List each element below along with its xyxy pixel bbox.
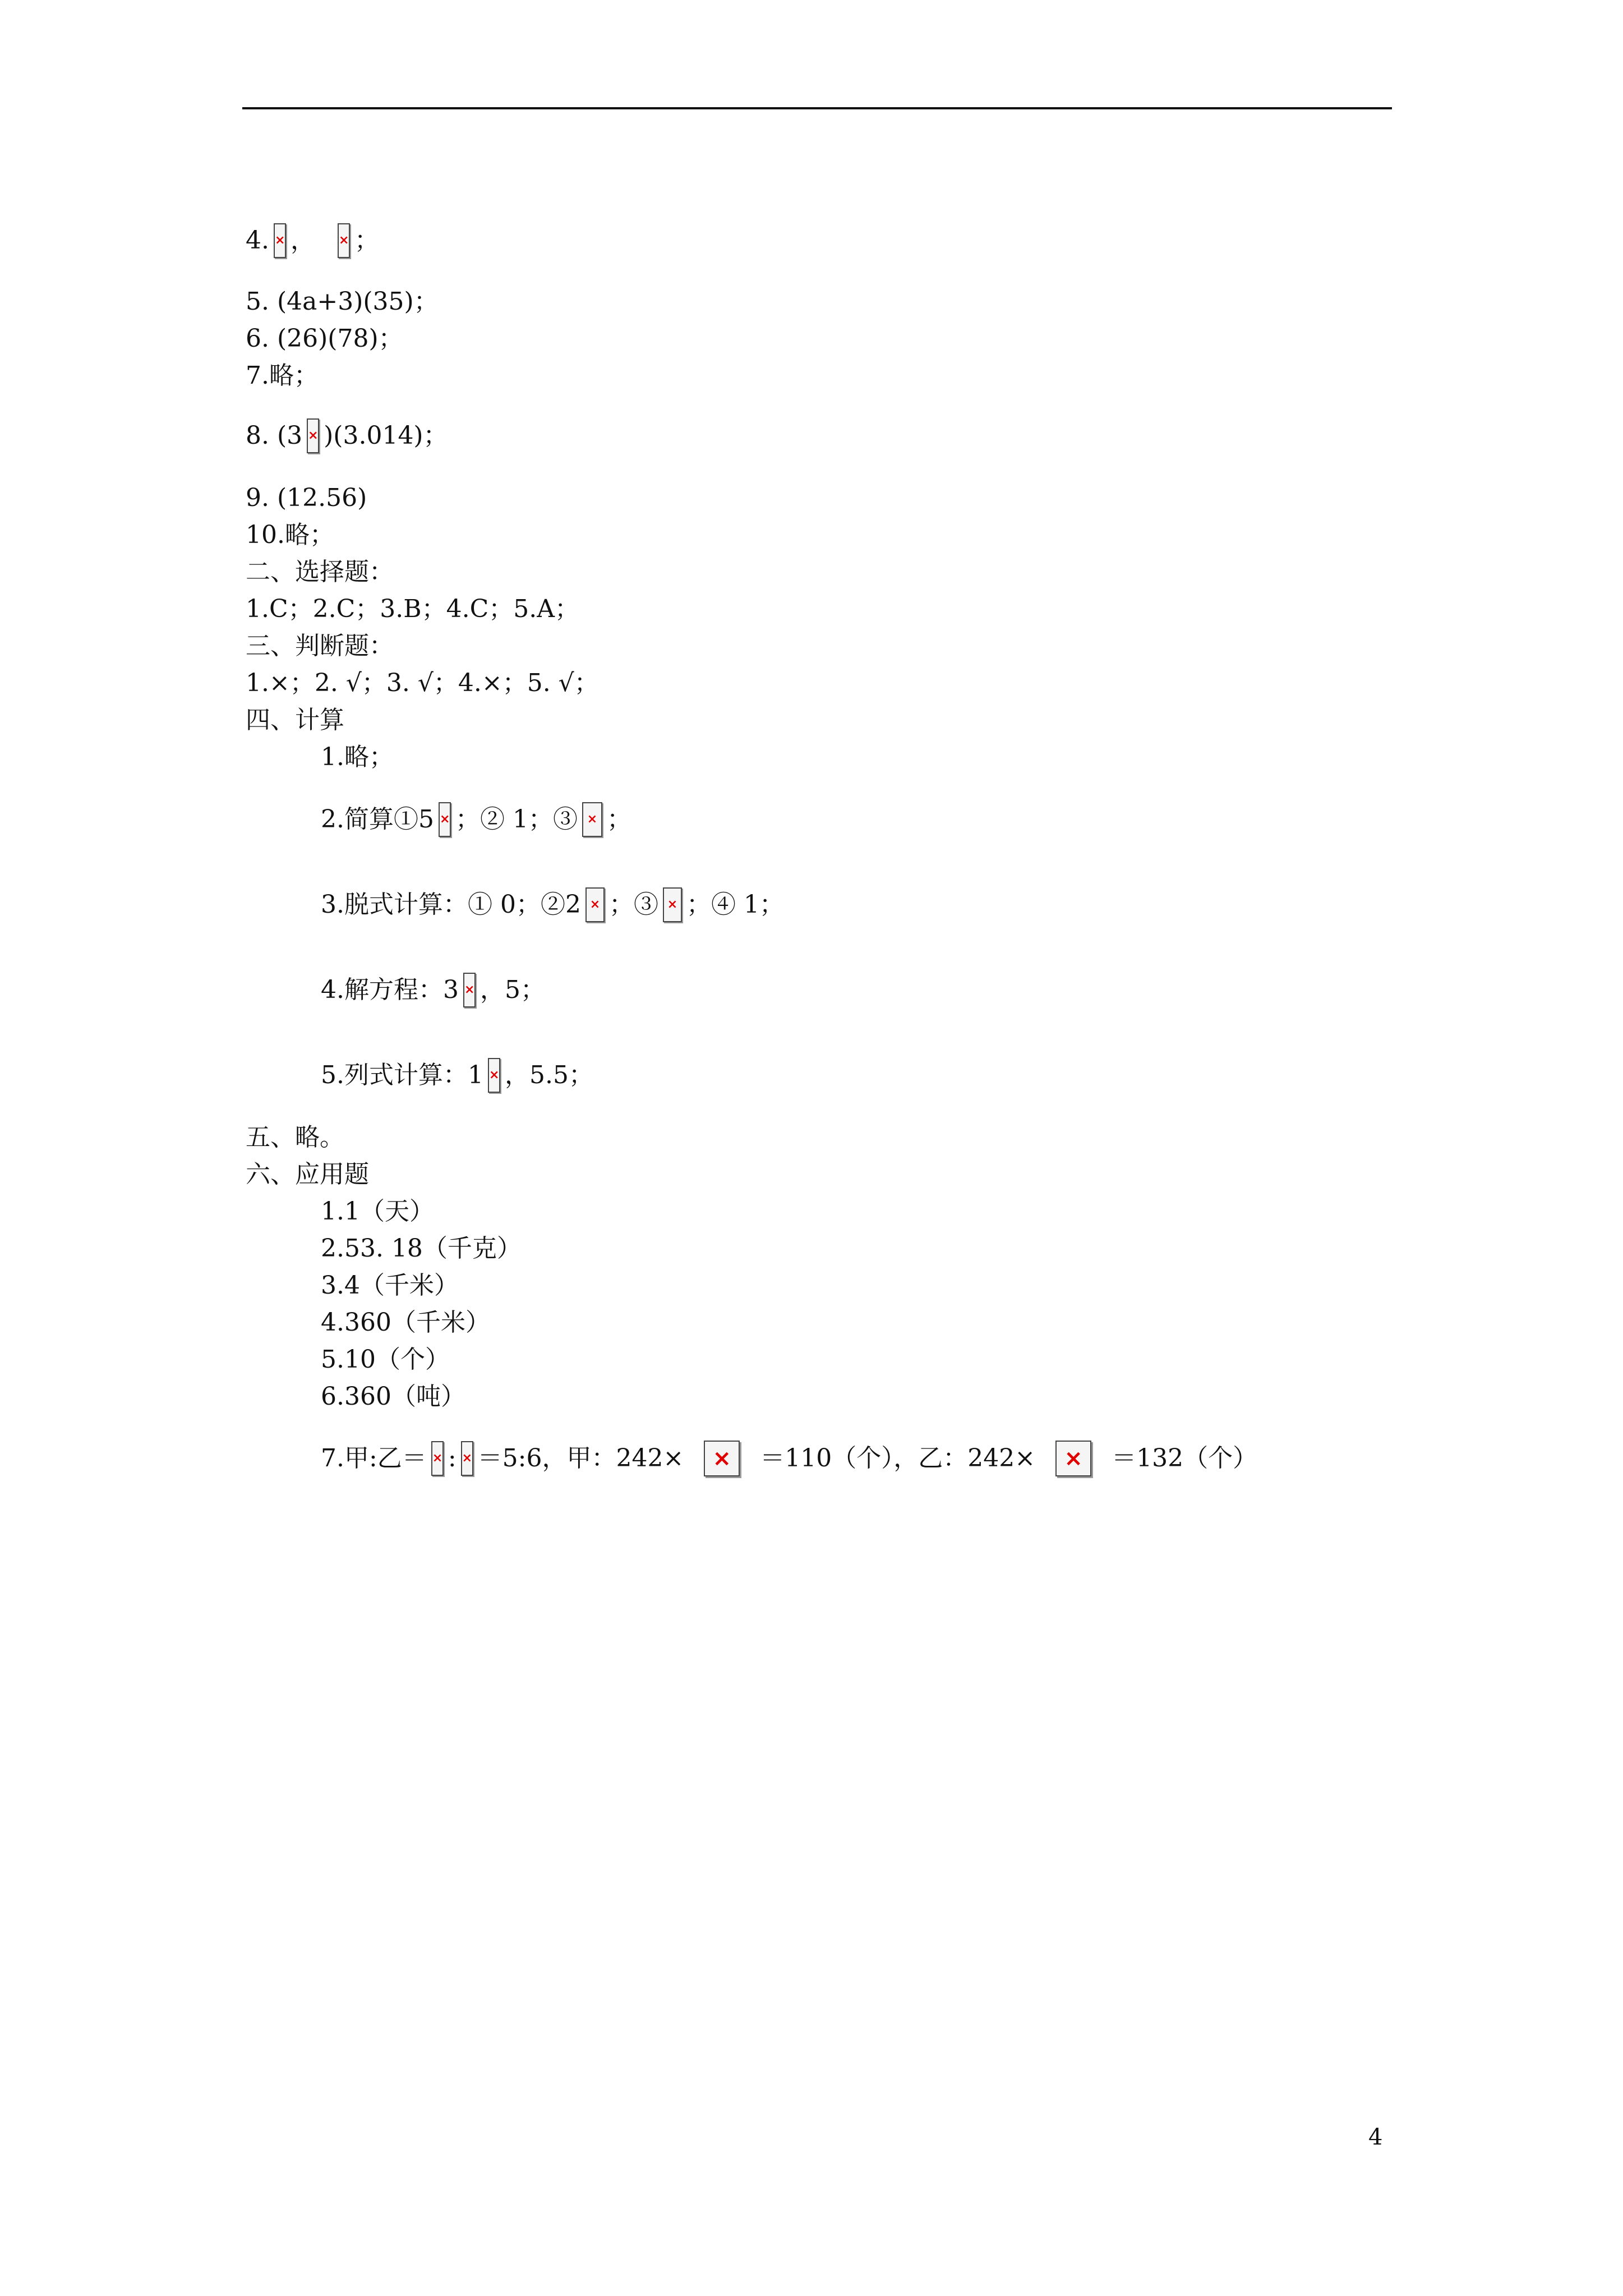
apply-3: 3.4（千米） [321, 1271, 459, 1300]
apply-7-jia: ＝5:6，甲：242× [477, 1444, 684, 1473]
section-judge-answers: 1.×；2. √；3. √；4.×；5. √； [246, 669, 599, 697]
broken-image-icon [439, 802, 451, 837]
broken-image-icon [338, 223, 350, 258]
section-calc-title: 四、计算 [246, 706, 344, 734]
apply-7-yi: ＝110（个），乙：242× [760, 1444, 1036, 1473]
answer-7: 7.略； [246, 361, 319, 390]
apply-5: 5.10（个） [321, 1345, 450, 1374]
apply-6: 6.360（吨） [321, 1382, 465, 1411]
apply-7-start: 7.甲:乙＝ [321, 1444, 427, 1473]
answer-9: 9. (12.56) [246, 484, 367, 512]
apply-7-colon: : [448, 1444, 457, 1473]
calc-3 [321, 887, 784, 922]
calc-2-mid: ；② 1；③ [455, 805, 578, 834]
broken-image-icon [585, 887, 605, 922]
answer-4-label: 4. [246, 226, 269, 255]
calc-5-end: ，5.5； [504, 1061, 593, 1089]
calc-5-start: 5.列式计算：1 [321, 1061, 483, 1089]
calc-4-start: 4.解方程：3 [321, 976, 459, 1004]
page-number: 4 [1368, 2124, 1383, 2150]
apply-1: 1.1（天） [321, 1197, 434, 1226]
calc-4-end: ，5； [479, 976, 545, 1004]
calc-4 [321, 973, 545, 1007]
answer-4 [246, 223, 379, 258]
broken-image-icon [663, 887, 682, 922]
calc-5 [321, 1058, 593, 1093]
apply-7 [321, 1441, 1257, 1476]
section-choice-answers: 1.C；2.C；3.B；4.C；5.A； [246, 595, 580, 623]
header-rule [242, 107, 1392, 109]
apply-2: 2.53. 18（千克） [321, 1234, 522, 1263]
calc-2 [321, 802, 631, 837]
answer-8 [246, 418, 448, 453]
broken-image-icon [704, 1441, 740, 1476]
broken-image-icon [431, 1441, 444, 1476]
apply-4: 4.360（千米） [321, 1308, 490, 1337]
calc-3-start: 3.脱式计算：① 0；②2 [321, 890, 581, 919]
section-apply-title: 六、应用题 [246, 1160, 369, 1189]
answer-8-start: 8. (3 [246, 421, 303, 450]
broken-image-icon [461, 1441, 473, 1476]
calc-2-end: ； [606, 805, 631, 834]
broken-image-icon [488, 1058, 500, 1093]
broken-image-icon [463, 973, 476, 1007]
broken-image-icon [274, 223, 286, 258]
calc-1: 1.略； [321, 743, 394, 771]
section-judge-title: 三、判断题： [246, 632, 394, 660]
answer-4-sep: ， [290, 226, 315, 255]
apply-7-end: ＝132（个） [1112, 1444, 1258, 1473]
answer-5: 5. (4a+3)(35)； [246, 287, 439, 316]
answer-8-end: )(3.014)； [324, 421, 448, 450]
answer-4-end: ； [354, 226, 379, 255]
calc-3-mid: ；③ [608, 890, 658, 919]
calc-3-end: ；④ 1； [686, 890, 784, 919]
section-5: 五、略。 [246, 1123, 344, 1152]
broken-image-icon [1055, 1441, 1091, 1476]
answer-10: 10.略； [246, 521, 334, 549]
calc-2-start: 2.简算①5 [321, 805, 434, 834]
broken-image-icon [582, 802, 602, 837]
answer-6: 6. (26)(78)； [246, 324, 403, 353]
broken-image-icon [307, 418, 319, 453]
section-choice-title: 二、选择题： [246, 558, 394, 586]
